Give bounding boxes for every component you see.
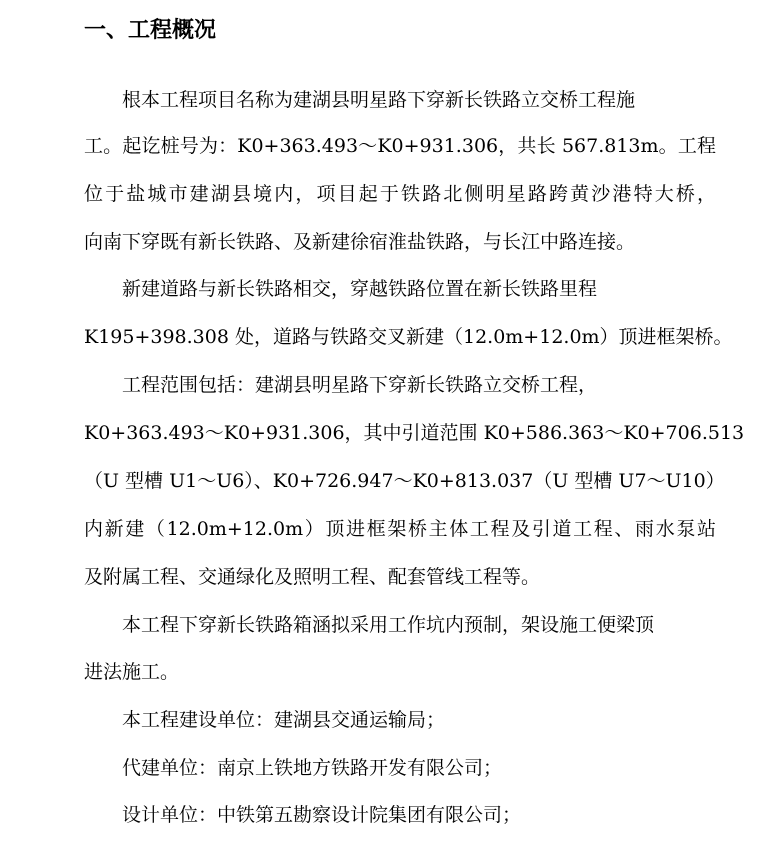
paragraph-3-line-5: 及附属工程、交通绿化及照明工程、配套管线工程等。: [84, 566, 541, 588]
paragraph-3-line-4: 内新建（12.0m+12.0m）顶进框架桥主体工程及引道工程、雨水泵站: [84, 518, 716, 540]
paragraph-1-line-4: 向南下穿既有新长铁路、及新建徐宿淮盐铁路，与长江中路连接。: [84, 231, 636, 253]
construction-unit-line: 本工程建设单位：建湖县交通运输局；: [122, 709, 446, 731]
paragraph-1-line-2: 工。起讫桩号为：K0+363.493～K0+931.306，共长 567.813m。工程: [84, 135, 716, 157]
paragraph-3-line-3: （U 型槽 U1～U6）、K0+726.947～K0+813.037（U 型槽 U7～U10）: [84, 470, 725, 492]
section-heading: 一、工程概况: [84, 18, 217, 43]
paragraph-2-line-1: 新建道路与新长铁路相交，穿越铁路位置在新长铁路里程: [122, 278, 598, 300]
agent-construction-unit-line: 代建单位：南京上铁地方铁路开发有限公司；: [122, 757, 503, 779]
paragraph-4-line-2: 进法施工。: [84, 661, 180, 683]
paragraph-4-line-1: 本工程下穿新长铁路箱涵拟采用工作坑内预制，架设施工便梁顶: [122, 614, 655, 636]
paragraph-2-line-2: K195+398.308 处，道路与铁路交叉新建（12.0m+12.0m）顶进框架桥。: [84, 326, 733, 348]
paragraph-3-line-2: K0+363.493～K0+931.306，其中引道范围 K0+586.363～K0+706.513: [84, 422, 745, 444]
paragraph-3-line-1: 工程范围包括：建湖县明星路下穿新长铁路立交桥工程，: [122, 374, 598, 396]
paragraph-1-line-3: 位于盐城市建湖县境内，项目起于铁路北侧明星路跨黄沙港特大桥，: [84, 183, 716, 205]
design-unit-line: 设计单位：中铁第五勘察设计院集团有限公司；: [122, 804, 522, 826]
paragraph-1-line-1: 根本工程项目名称为建湖县明星路下穿新长铁路立交桥工程施: [122, 89, 636, 111]
